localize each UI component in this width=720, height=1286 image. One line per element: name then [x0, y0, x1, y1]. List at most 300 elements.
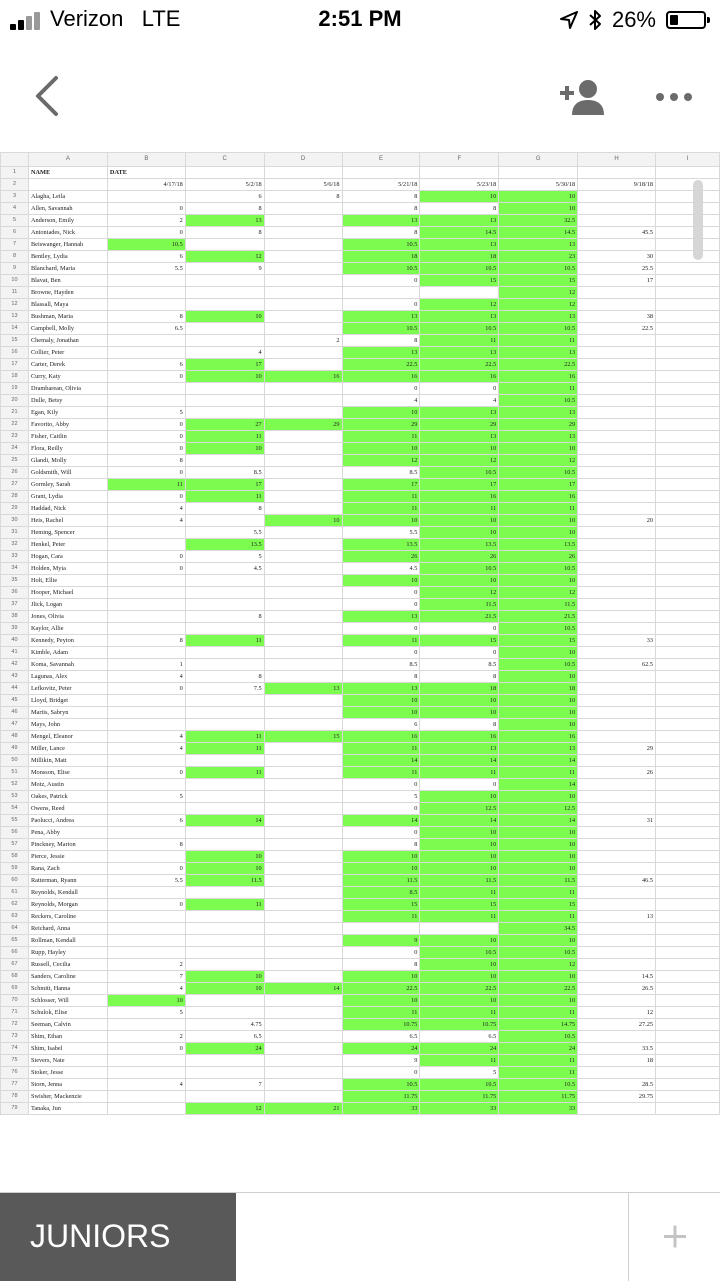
value-cell[interactable] — [107, 779, 185, 791]
cell[interactable] — [656, 503, 720, 515]
name-cell[interactable]: Allen, Savannah — [28, 203, 107, 215]
value-cell[interactable]: 11.75 — [420, 1091, 499, 1103]
value-cell[interactable] — [578, 599, 656, 611]
row-number[interactable]: 76 — [1, 1067, 29, 1079]
value-cell[interactable]: 10.5 — [499, 323, 578, 335]
value-cell[interactable] — [107, 527, 185, 539]
value-cell[interactable]: 11 — [342, 767, 420, 779]
value-cell[interactable]: 10 — [499, 515, 578, 527]
value-cell[interactable] — [185, 587, 264, 599]
cell[interactable] — [656, 299, 720, 311]
value-cell[interactable] — [264, 263, 342, 275]
value-cell[interactable]: 10 — [499, 863, 578, 875]
value-cell[interactable]: 22.5 — [342, 983, 420, 995]
row-number[interactable]: 69 — [1, 983, 29, 995]
value-cell[interactable]: 10 — [342, 707, 420, 719]
value-cell[interactable]: 0 — [342, 947, 420, 959]
cell[interactable] — [656, 407, 720, 419]
value-cell[interactable]: 11 — [420, 767, 499, 779]
value-cell[interactable]: 5 — [185, 551, 264, 563]
value-cell[interactable] — [264, 323, 342, 335]
value-cell[interactable] — [578, 563, 656, 575]
value-cell[interactable]: 8.5 — [420, 659, 499, 671]
value-cell[interactable]: 29 — [420, 419, 499, 431]
cell[interactable] — [656, 743, 720, 755]
name-cell[interactable]: Motz, Austin — [28, 779, 107, 791]
value-cell[interactable] — [264, 395, 342, 407]
value-cell[interactable]: 13 — [499, 347, 578, 359]
value-cell[interactable]: 10.5 — [420, 563, 499, 575]
cell[interactable] — [656, 431, 720, 443]
value-cell[interactable]: 10 — [420, 575, 499, 587]
value-cell[interactable]: 10 — [342, 575, 420, 587]
value-cell[interactable]: 2 — [264, 335, 342, 347]
name-cell[interactable]: Heming, Spencer — [28, 527, 107, 539]
value-cell[interactable]: 13 — [420, 347, 499, 359]
value-cell[interactable] — [185, 959, 264, 971]
value-cell[interactable] — [185, 791, 264, 803]
value-cell[interactable] — [185, 935, 264, 947]
value-cell[interactable] — [264, 239, 342, 251]
value-cell[interactable]: 5 — [420, 1067, 499, 1079]
name-cell[interactable]: Glandi, Molly — [28, 455, 107, 467]
value-cell[interactable]: 32.5 — [499, 215, 578, 227]
row-number[interactable]: 55 — [1, 815, 29, 827]
value-cell[interactable]: 10 — [342, 443, 420, 455]
cell[interactable] — [656, 239, 720, 251]
value-cell[interactable]: 17 — [342, 479, 420, 491]
row-number[interactable]: 20 — [1, 395, 29, 407]
value-cell[interactable] — [264, 203, 342, 215]
cell[interactable] — [656, 395, 720, 407]
value-cell[interactable]: 6 — [107, 359, 185, 371]
value-cell[interactable] — [264, 227, 342, 239]
row-number[interactable]: 5 — [1, 215, 29, 227]
value-cell[interactable] — [264, 803, 342, 815]
value-cell[interactable]: 11 — [185, 767, 264, 779]
value-cell[interactable]: 12 — [578, 1007, 656, 1019]
value-cell[interactable] — [578, 923, 656, 935]
date-cell[interactable]: 4/17/18 — [107, 179, 185, 191]
row-number[interactable]: 18 — [1, 371, 29, 383]
value-cell[interactable]: 12 — [185, 251, 264, 263]
value-cell[interactable]: 16 — [420, 371, 499, 383]
row-number[interactable]: 75 — [1, 1055, 29, 1067]
value-cell[interactable]: 10 — [420, 959, 499, 971]
value-cell[interactable] — [578, 623, 656, 635]
value-cell[interactable]: 16 — [342, 731, 420, 743]
row-number[interactable]: 52 — [1, 779, 29, 791]
value-cell[interactable] — [185, 407, 264, 419]
cell[interactable] — [656, 563, 720, 575]
value-cell[interactable] — [185, 287, 264, 299]
value-cell[interactable]: 0 — [342, 647, 420, 659]
value-cell[interactable] — [578, 491, 656, 503]
value-cell[interactable]: 22.5 — [342, 359, 420, 371]
value-cell[interactable] — [578, 755, 656, 767]
value-cell[interactable]: 0 — [342, 275, 420, 287]
value-cell[interactable]: 22.5 — [578, 323, 656, 335]
cell[interactable] — [420, 167, 499, 179]
value-cell[interactable]: 8 — [342, 335, 420, 347]
value-cell[interactable] — [264, 431, 342, 443]
value-cell[interactable]: 11 — [107, 479, 185, 491]
value-cell[interactable] — [107, 1019, 185, 1031]
name-cell[interactable]: Miller, Lance — [28, 743, 107, 755]
row-number[interactable]: 72 — [1, 1019, 29, 1031]
value-cell[interactable] — [578, 587, 656, 599]
value-cell[interactable] — [107, 647, 185, 659]
column-header[interactable]: H — [578, 153, 656, 167]
value-cell[interactable]: 6 — [185, 191, 264, 203]
value-cell[interactable]: 11 — [342, 503, 420, 515]
value-cell[interactable]: 11 — [420, 335, 499, 347]
value-cell[interactable] — [107, 383, 185, 395]
value-cell[interactable] — [264, 719, 342, 731]
cell[interactable] — [656, 899, 720, 911]
value-cell[interactable]: 0 — [107, 467, 185, 479]
name-cell[interactable]: Flora, Reilly — [28, 443, 107, 455]
value-cell[interactable] — [578, 395, 656, 407]
name-cell[interactable]: Koma, Savannah — [28, 659, 107, 671]
value-cell[interactable] — [264, 659, 342, 671]
value-cell[interactable] — [578, 467, 656, 479]
value-cell[interactable] — [185, 1091, 264, 1103]
cell[interactable] — [185, 167, 264, 179]
value-cell[interactable]: 17 — [578, 275, 656, 287]
value-cell[interactable] — [264, 1055, 342, 1067]
value-cell[interactable]: 16 — [342, 371, 420, 383]
value-cell[interactable]: 5.5 — [185, 527, 264, 539]
value-cell[interactable]: 8 — [185, 503, 264, 515]
row-number[interactable]: 12 — [1, 299, 29, 311]
value-cell[interactable]: 11.5 — [342, 875, 420, 887]
name-cell[interactable]: Gormley, Sarah — [28, 479, 107, 491]
value-cell[interactable]: 16 — [264, 371, 342, 383]
name-cell[interactable]: Rana, Zach — [28, 863, 107, 875]
row-number[interactable]: 53 — [1, 791, 29, 803]
row-number[interactable]: 30 — [1, 515, 29, 527]
row-number[interactable]: 64 — [1, 923, 29, 935]
value-cell[interactable]: 5 — [107, 1007, 185, 1019]
name-cell[interactable]: Haddad, Nick — [28, 503, 107, 515]
value-cell[interactable]: 0 — [420, 383, 499, 395]
value-cell[interactable] — [185, 239, 264, 251]
value-cell[interactable]: 10 — [499, 191, 578, 203]
name-cell[interactable]: Blanchard, Maria — [28, 263, 107, 275]
value-cell[interactable]: 24 — [499, 1043, 578, 1055]
value-cell[interactable]: 8 — [342, 203, 420, 215]
name-cell[interactable]: Rollman, Kendall — [28, 935, 107, 947]
cell[interactable]: NAME — [28, 167, 107, 179]
value-cell[interactable]: 11 — [499, 1007, 578, 1019]
value-cell[interactable]: 10 — [499, 647, 578, 659]
value-cell[interactable]: 22.5 — [420, 359, 499, 371]
value-cell[interactable] — [107, 191, 185, 203]
value-cell[interactable]: 11 — [342, 1007, 420, 1019]
name-cell[interactable]: Goldsmith, Will — [28, 467, 107, 479]
value-cell[interactable] — [578, 383, 656, 395]
value-cell[interactable] — [578, 443, 656, 455]
value-cell[interactable]: 11 — [499, 767, 578, 779]
value-cell[interactable]: 24 — [342, 1043, 420, 1055]
value-cell[interactable]: 10 — [499, 827, 578, 839]
value-cell[interactable]: 13 — [185, 215, 264, 227]
value-cell[interactable] — [264, 899, 342, 911]
add-person-icon[interactable] — [558, 78, 606, 116]
value-cell[interactable] — [264, 587, 342, 599]
value-cell[interactable]: 10.5 — [499, 263, 578, 275]
value-cell[interactable]: 27.25 — [578, 1019, 656, 1031]
value-cell[interactable]: 33 — [499, 1103, 578, 1115]
value-cell[interactable]: 18 — [342, 251, 420, 263]
value-cell[interactable]: 14.75 — [499, 1019, 578, 1031]
value-cell[interactable]: 26 — [420, 551, 499, 563]
value-cell[interactable] — [185, 647, 264, 659]
value-cell[interactable]: 10 — [499, 851, 578, 863]
cell[interactable] — [656, 479, 720, 491]
value-cell[interactable]: 8 — [185, 611, 264, 623]
value-cell[interactable] — [107, 599, 185, 611]
value-cell[interactable] — [185, 395, 264, 407]
value-cell[interactable]: 12 — [420, 299, 499, 311]
cell[interactable] — [656, 803, 720, 815]
value-cell[interactable]: 24 — [185, 1043, 264, 1055]
cell[interactable] — [656, 599, 720, 611]
value-cell[interactable] — [264, 875, 342, 887]
cell[interactable] — [656, 947, 720, 959]
cell[interactable] — [656, 851, 720, 863]
value-cell[interactable]: 10 — [342, 407, 420, 419]
value-cell[interactable] — [185, 707, 264, 719]
cell[interactable] — [656, 755, 720, 767]
value-cell[interactable]: 14 — [264, 983, 342, 995]
value-cell[interactable] — [578, 839, 656, 851]
value-cell[interactable]: 21 — [264, 1103, 342, 1115]
name-cell[interactable]: Pena, Abby — [28, 827, 107, 839]
value-cell[interactable]: 5 — [107, 791, 185, 803]
value-cell[interactable] — [185, 575, 264, 587]
value-cell[interactable]: 11 — [185, 491, 264, 503]
value-cell[interactable] — [578, 827, 656, 839]
value-cell[interactable] — [264, 407, 342, 419]
value-cell[interactable] — [578, 731, 656, 743]
cell[interactable] — [656, 923, 720, 935]
value-cell[interactable]: 14 — [185, 815, 264, 827]
value-cell[interactable] — [578, 803, 656, 815]
value-cell[interactable] — [264, 863, 342, 875]
value-cell[interactable] — [578, 455, 656, 467]
value-cell[interactable]: 6.5 — [107, 323, 185, 335]
value-cell[interactable] — [578, 1103, 656, 1115]
value-cell[interactable] — [578, 203, 656, 215]
value-cell[interactable] — [264, 959, 342, 971]
value-cell[interactable] — [578, 791, 656, 803]
value-cell[interactable]: 8.5 — [342, 887, 420, 899]
value-cell[interactable]: 10 — [185, 371, 264, 383]
value-cell[interactable]: 10.5 — [342, 1079, 420, 1091]
value-cell[interactable]: 8 — [185, 671, 264, 683]
value-cell[interactable]: 5.5 — [107, 875, 185, 887]
value-cell[interactable]: 12 — [499, 587, 578, 599]
value-cell[interactable] — [264, 707, 342, 719]
value-cell[interactable]: 8 — [342, 191, 420, 203]
name-cell[interactable]: Schulok, Elise — [28, 1007, 107, 1019]
value-cell[interactable]: 15 — [420, 899, 499, 911]
value-cell[interactable] — [107, 335, 185, 347]
value-cell[interactable] — [264, 671, 342, 683]
name-cell[interactable]: Carter, Derek — [28, 359, 107, 371]
value-cell[interactable] — [185, 1067, 264, 1079]
value-cell[interactable]: 7 — [107, 971, 185, 983]
value-cell[interactable] — [578, 851, 656, 863]
value-cell[interactable]: 10 — [420, 863, 499, 875]
row-number[interactable]: 43 — [1, 671, 29, 683]
value-cell[interactable]: 13.5 — [342, 539, 420, 551]
value-cell[interactable]: 62.5 — [578, 659, 656, 671]
value-cell[interactable]: 33 — [420, 1103, 499, 1115]
row-number[interactable]: 14 — [1, 323, 29, 335]
value-cell[interactable]: 18 — [499, 683, 578, 695]
cell[interactable] — [656, 935, 720, 947]
row-number[interactable]: 50 — [1, 755, 29, 767]
value-cell[interactable] — [185, 839, 264, 851]
cell[interactable] — [656, 167, 720, 179]
row-number[interactable]: 8 — [1, 251, 29, 263]
name-cell[interactable]: Alagha, Leila — [28, 191, 107, 203]
chevron-left-icon[interactable] — [30, 74, 64, 118]
value-cell[interactable]: 12 — [499, 299, 578, 311]
value-cell[interactable] — [578, 887, 656, 899]
cell[interactable] — [656, 287, 720, 299]
value-cell[interactable]: 15 — [420, 635, 499, 647]
value-cell[interactable]: 0 — [342, 599, 420, 611]
more-horizontal-icon[interactable] — [654, 82, 694, 112]
value-cell[interactable]: 13 — [342, 311, 420, 323]
name-cell[interactable]: Kimble, Adam — [28, 647, 107, 659]
value-cell[interactable] — [264, 1067, 342, 1079]
cell[interactable] — [656, 1079, 720, 1091]
value-cell[interactable]: 22.5 — [499, 983, 578, 995]
row-number[interactable]: 45 — [1, 695, 29, 707]
row-number[interactable]: 59 — [1, 863, 29, 875]
value-cell[interactable]: 10 — [342, 863, 420, 875]
cell[interactable] — [656, 251, 720, 263]
value-cell[interactable]: 8 — [342, 671, 420, 683]
value-cell[interactable]: 11 — [499, 1067, 578, 1079]
value-cell[interactable]: 12 — [420, 587, 499, 599]
value-cell[interactable] — [578, 575, 656, 587]
value-cell[interactable] — [185, 599, 264, 611]
row-number[interactable]: 32 — [1, 539, 29, 551]
row-number[interactable]: 3 — [1, 191, 29, 203]
cell[interactable] — [656, 227, 720, 239]
value-cell[interactable]: 4 — [185, 347, 264, 359]
value-cell[interactable]: 0 — [107, 767, 185, 779]
value-cell[interactable] — [264, 611, 342, 623]
value-cell[interactable] — [578, 551, 656, 563]
value-cell[interactable]: 12 — [499, 287, 578, 299]
row-number[interactable]: 70 — [1, 995, 29, 1007]
value-cell[interactable]: 10 — [185, 863, 264, 875]
row-number[interactable]: 73 — [1, 1031, 29, 1043]
value-cell[interactable]: 15 — [264, 731, 342, 743]
value-cell[interactable]: 10 — [420, 191, 499, 203]
corner-cell[interactable] — [1, 153, 29, 167]
value-cell[interactable] — [578, 899, 656, 911]
value-cell[interactable] — [264, 695, 342, 707]
column-header[interactable]: A — [28, 153, 107, 167]
value-cell[interactable]: 8 — [342, 227, 420, 239]
cell[interactable] — [28, 179, 107, 191]
value-cell[interactable]: 33.5 — [578, 1043, 656, 1055]
row-number[interactable]: 34 — [1, 563, 29, 575]
value-cell[interactable] — [264, 947, 342, 959]
value-cell[interactable] — [264, 911, 342, 923]
value-cell[interactable] — [264, 359, 342, 371]
value-cell[interactable]: 12 — [342, 455, 420, 467]
value-cell[interactable]: 29 — [264, 419, 342, 431]
value-cell[interactable]: 26 — [499, 551, 578, 563]
value-cell[interactable]: 13 — [499, 239, 578, 251]
value-cell[interactable]: 24 — [420, 1043, 499, 1055]
value-cell[interactable]: 14 — [499, 815, 578, 827]
value-cell[interactable]: 10 — [499, 575, 578, 587]
cell[interactable] — [656, 443, 720, 455]
cell[interactable] — [656, 323, 720, 335]
value-cell[interactable]: 0 — [107, 419, 185, 431]
row-number[interactable]: 60 — [1, 875, 29, 887]
value-cell[interactable]: 26.5 — [578, 983, 656, 995]
value-cell[interactable]: 11 — [342, 911, 420, 923]
value-cell[interactable]: 18 — [420, 251, 499, 263]
value-cell[interactable]: 4.5 — [185, 563, 264, 575]
value-cell[interactable]: 9 — [342, 1055, 420, 1067]
name-cell[interactable]: Drambarean, Olivia — [28, 383, 107, 395]
value-cell[interactable] — [264, 779, 342, 791]
value-cell[interactable]: 22.5 — [420, 983, 499, 995]
row-number[interactable]: 21 — [1, 407, 29, 419]
name-cell[interactable]: Dulle, Betsy — [28, 395, 107, 407]
value-cell[interactable]: 14.5 — [420, 227, 499, 239]
value-cell[interactable] — [107, 827, 185, 839]
value-cell[interactable]: 12.5 — [420, 803, 499, 815]
value-cell[interactable]: 10.75 — [342, 1019, 420, 1031]
value-cell[interactable]: 10.5 — [420, 467, 499, 479]
cell[interactable] — [656, 659, 720, 671]
value-cell[interactable]: 18 — [578, 1055, 656, 1067]
value-cell[interactable] — [264, 1079, 342, 1091]
cell[interactable] — [656, 359, 720, 371]
row-number[interactable]: 19 — [1, 383, 29, 395]
value-cell[interactable] — [107, 539, 185, 551]
value-cell[interactable]: 13 — [578, 911, 656, 923]
value-cell[interactable]: 13 — [420, 407, 499, 419]
value-cell[interactable]: 11 — [499, 335, 578, 347]
value-cell[interactable]: 0 — [107, 227, 185, 239]
name-cell[interactable]: Ratterman, Ryann — [28, 875, 107, 887]
value-cell[interactable] — [107, 347, 185, 359]
value-cell[interactable] — [107, 575, 185, 587]
value-cell[interactable]: 10 — [420, 839, 499, 851]
value-cell[interactable] — [107, 1067, 185, 1079]
name-cell[interactable]: Tanaka, Jun — [28, 1103, 107, 1115]
cell[interactable] — [656, 263, 720, 275]
row-number[interactable]: 62 — [1, 899, 29, 911]
name-cell[interactable]: Blavat, Ben — [28, 275, 107, 287]
value-cell[interactable]: 11 — [342, 431, 420, 443]
row-number[interactable]: 66 — [1, 947, 29, 959]
